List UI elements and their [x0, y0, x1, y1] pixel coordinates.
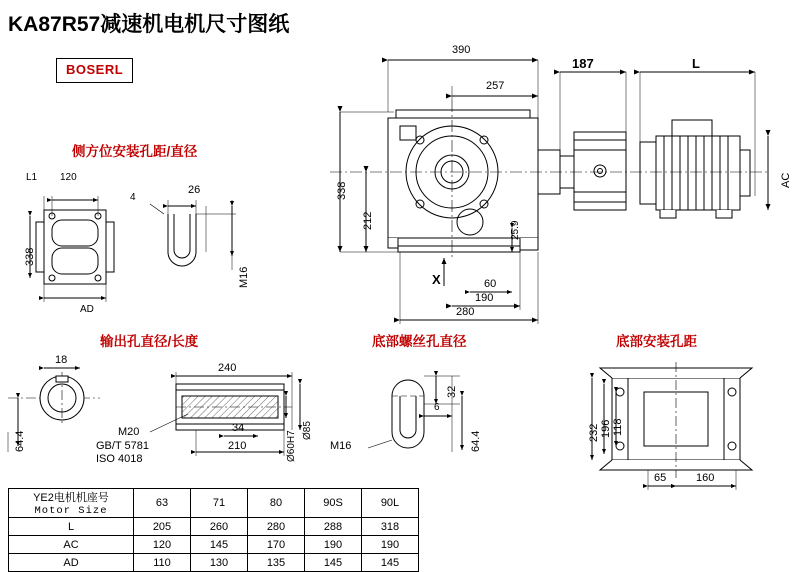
dim-257: 257 [486, 80, 505, 92]
dim-M16-screw: M16 [330, 440, 352, 452]
table-cell-AC-80: 170 [248, 536, 305, 554]
table-row-label-AD: AD [9, 554, 134, 572]
caption-output-hole: 输出孔直径/长度 [100, 334, 199, 349]
table-cell-AD-90S: 145 [305, 554, 362, 572]
dim-390: 390 [452, 44, 471, 56]
brand-label: BOSERL [66, 62, 124, 77]
dim-65: 65 [654, 472, 667, 484]
table-row-label-AC: AC [9, 536, 134, 554]
dim-L1: L1 [26, 172, 38, 183]
table-row [9, 554, 419, 572]
std-iso4018: ISO 4018 [96, 453, 143, 465]
page-title: KA87R57减速机电机尺寸图纸 [8, 13, 290, 36]
table-col-3: 90S [305, 489, 362, 518]
std-gbt5781: GB/T 5781 [96, 440, 149, 452]
dim-phi60h7: Ø60H7 [286, 430, 297, 462]
dim-X: X [432, 272, 441, 287]
dim-212: 212 [362, 211, 374, 230]
dim-AC-main: AC [780, 172, 792, 188]
table-rowhead-motorsize [9, 489, 134, 518]
dim-32: 32 [446, 385, 458, 398]
dim-338-main: 338 [336, 181, 348, 200]
table-row-header [9, 489, 419, 518]
dim-25-9: 25.9 [510, 220, 521, 240]
dim-187: 187 [572, 56, 594, 71]
dim-L: L [692, 56, 700, 71]
table-cell-L-80: 280 [248, 518, 305, 536]
spec-table [8, 488, 419, 572]
dim-190: 190 [475, 292, 494, 304]
dim-64-4-screw: 64.4 [470, 430, 482, 452]
table-row [9, 518, 419, 536]
table-cell-L-90S: 288 [305, 518, 362, 536]
table-cell-AC-71: 145 [191, 536, 248, 554]
table-cell-AD-90L: 145 [362, 554, 419, 572]
table-col-1: 71 [191, 489, 248, 518]
dim-118: 118 [612, 418, 624, 436]
table-cell-AC-90L: 190 [362, 536, 419, 554]
table-col-4: 90L [362, 489, 419, 518]
dim-6: 6 [434, 402, 440, 413]
caption-bottom-screw: 底部螺丝孔直径 [372, 334, 467, 349]
table-row-label-L: L [9, 518, 134, 536]
table-cell-AD-80: 135 [248, 554, 305, 572]
table-cell-AD-71: 130 [191, 554, 248, 572]
dim-196: 196 [600, 419, 612, 438]
motor-size-en: Motor Size [34, 505, 108, 517]
dim-4: 4 [130, 192, 136, 203]
dim-AD-side: AD [80, 304, 94, 315]
dim-338-side: 338 [24, 247, 36, 266]
dim-210: 210 [228, 440, 247, 452]
dim-120: 120 [60, 172, 77, 183]
table-row [9, 536, 419, 554]
dim-26: 26 [188, 184, 201, 196]
table-cell-AC-63: 120 [134, 536, 191, 554]
caption-side-mounting: 侧方位安装孔距/直径 [72, 144, 198, 159]
dim-M20: M20 [118, 426, 140, 438]
table-col-0: 63 [134, 489, 191, 518]
dim-M16-side: M16 [238, 266, 250, 288]
table-cell-L-63: 205 [134, 518, 191, 536]
dim-240: 240 [218, 362, 237, 374]
dim-60: 60 [484, 278, 497, 290]
table-col-2: 80 [248, 489, 305, 518]
dim-64-4-out: 64.4 [14, 430, 26, 452]
dim-18: 18 [55, 354, 68, 366]
motor-size-cn: YE2电机机座号 [33, 492, 109, 504]
table-cell-AD-63: 110 [134, 554, 191, 572]
table-cell-L-90L: 318 [362, 518, 419, 536]
dim-phi85: Ø85 [302, 421, 313, 440]
table-cell-L-71: 260 [191, 518, 248, 536]
dim-280: 280 [456, 306, 475, 318]
dim-232: 232 [588, 423, 600, 442]
dim-160: 160 [696, 472, 715, 484]
table-cell-AC-90S: 190 [305, 536, 362, 554]
dim-34: 34 [232, 422, 245, 434]
caption-bottom-mounting: 底部安装孔距 [616, 334, 697, 349]
